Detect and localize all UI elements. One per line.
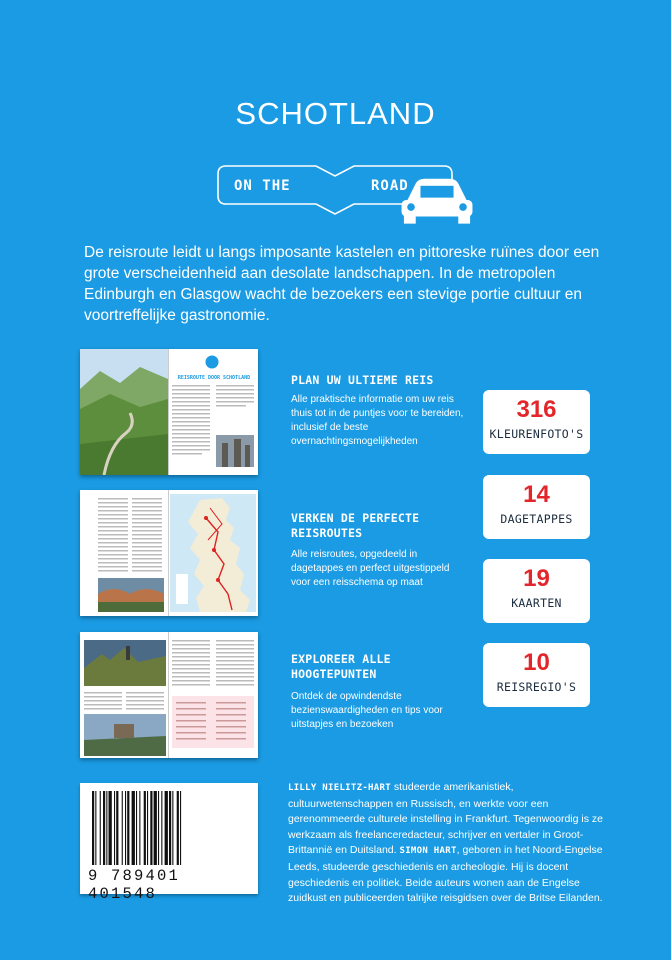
author-bio — [288, 780, 618, 907]
stat-label: KAARTEN — [511, 596, 562, 610]
feature-desc-routes: Alle reisroutes, opgedeeld in dagetappes en perfect uitgestippeld voor een reisschema op maat — [291, 549, 450, 588]
preview-columns — [172, 385, 256, 471]
isbn-number: 9 789401 401548 — [88, 867, 181, 903]
stat-regions — [483, 643, 590, 707]
route-map — [170, 494, 256, 612]
preview-text-page — [84, 498, 164, 612]
landscape-photo — [80, 349, 168, 475]
barcode — [80, 783, 258, 903]
series-label-left: ON THE — [234, 178, 291, 194]
feature-title-plan: PLAN UW ULTIEME REIS — [291, 373, 434, 387]
series-badge — [216, 164, 454, 216]
stat-number: 10 — [523, 649, 550, 676]
feature-desc-plan: Alle praktische informatie om uw reis thuis tot in de puntjes voor te bereiden, inclusief de beste overnachtingsmogelijkheden — [291, 394, 464, 447]
route-icon — [205, 355, 219, 369]
author-text-2: , geboren in het Noord-Engelse Leeds, studeerde geschiedenis en archeologie. Hij is docent geschiedenis en politiek. Beide auteurs wonen aan de Engelse zuidkust en publiceerden talrijke reisgidsen over de Britse Eilanden. — [288, 844, 603, 905]
car-icon — [318, 174, 556, 226]
stat-stages — [483, 475, 590, 539]
page-preview-highlights — [80, 632, 258, 758]
intro-text: De reisroute leidt u langs imposante kastelen en pittoreske ruïnes door een grote verscheidenheid aan desolate landschappen. In de metropolen Edinburgh en Glasgow wacht de bezoekers een stevige portie cultuur en voortreffelijke gastronomie. — [84, 244, 600, 324]
book-title: SCHOTLAND — [235, 96, 436, 131]
highlights-text — [172, 640, 254, 752]
barcode-bars — [92, 791, 248, 865]
stat-label: REISREGIO'S — [496, 680, 577, 694]
stat-number: 19 — [523, 565, 550, 592]
series-label-right: ROAD — [371, 178, 409, 194]
highlights-photos — [84, 640, 166, 756]
stat-photos — [483, 390, 590, 454]
author-name-2: SIMON HART — [399, 846, 457, 857]
stat-maps — [483, 559, 590, 623]
preview-heading: REISROUTE DOOR SCHOTLAND — [177, 375, 251, 381]
author-text-1: studeerde amerikanistiek, cultuurwetenschappen en Russisch, en werkte voor een gerenommeerde culturele instelling in Frankfurt. Tegenwoordig is ze werkzaam als freelanceredacteur, schrijver en vertaler in Groot-Brittannië en Duitsland. — [288, 781, 603, 857]
stat-number: 14 — [523, 481, 550, 508]
page-preview-routes — [80, 490, 258, 616]
stat-label: KLEURENFOTO'S — [489, 427, 584, 441]
stat-label: DAGETAPPES — [500, 512, 573, 526]
feature-title-routes: VERKEN DE PERFECTE REISROUTES — [291, 511, 420, 540]
feature-desc-highlights: Ontdek de opwindendste bezienswaardigheden en tips voor uitstapjes en bezoeken — [291, 691, 443, 730]
author-name-1: LILLY NIELITZ-HART — [288, 783, 391, 793]
stat-number: 316 — [516, 396, 557, 423]
page-preview-plan — [80, 349, 258, 475]
feature-title-highlights: EXPLOREER ALLE HOOGTEPUNTEN — [291, 652, 391, 681]
